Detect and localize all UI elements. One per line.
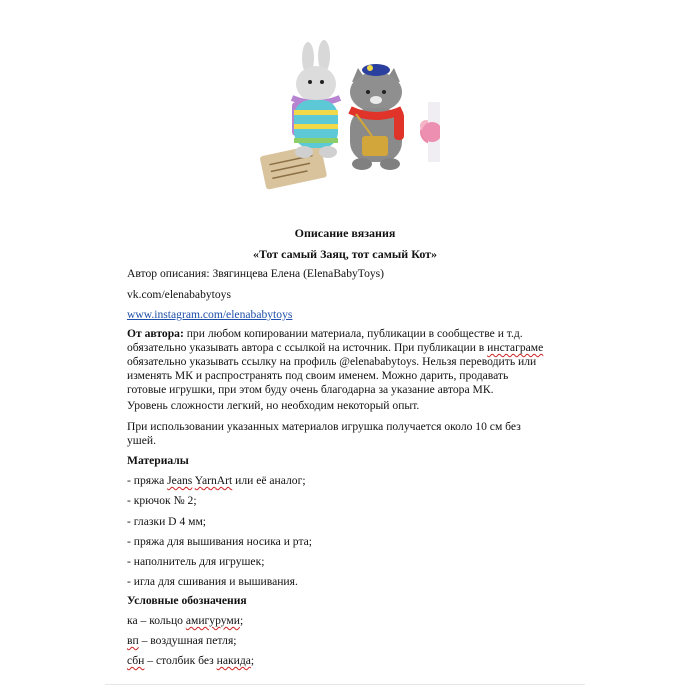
legend-text: ; [239, 614, 244, 627]
author-line: Автор описания: Звягинцева Елена (ElenaBabyToys) [127, 267, 385, 280]
from-author-label: От автора: [127, 327, 184, 340]
misspelled-word: Jeans [167, 474, 193, 487]
legend-text: – воздушная петля; [138, 634, 237, 647]
material-text: - пряжа [127, 474, 168, 487]
material-item: - глазки D 4 мм; [127, 515, 207, 528]
material-item: - игла для сшивания и вышивания. [127, 575, 298, 588]
misspelled-word: инстаграме [487, 341, 544, 354]
legend-text: – столбик без [144, 654, 217, 667]
toys-photo [252, 40, 440, 200]
document-subtitle: «Тот самый Заяц, тот самый Кот» [252, 247, 438, 261]
instagram-link[interactable]: www.instagram.com/elenababytoys [127, 308, 293, 321]
misspelled-word: амигуруми [185, 614, 240, 627]
from-author-line-1: при любом копировании материала, публикации в сообществе и т.д. [183, 327, 523, 340]
material-text: или её аналог; [232, 474, 306, 487]
size-paragraph [127, 420, 567, 448]
vk-text: vk.com/elenababytoys [127, 288, 231, 301]
from-author-line-4: изменять МК и распространять под своим именем. Можно дарить, продавать [127, 369, 509, 382]
legend-item [127, 634, 567, 648]
from-author-line-5: готовые игрушки, при этом буду очень благодарна за указание автора МК. [127, 383, 494, 396]
document-title: Описание вязания [294, 226, 396, 240]
size-line-2: ушей. [127, 434, 156, 447]
legend-item [127, 654, 567, 668]
material-item: - крючок № 2; [127, 494, 197, 507]
from-author-line-2: обязательно указывать автора с ссылкой на источник. При публикации в [127, 341, 488, 354]
materials-heading: Материалы [127, 454, 189, 467]
from-author-line-3: обязательно указывать ссылку на профиль @elenababytoys. Нельзя переводить или [127, 355, 537, 368]
material-item: - пряжа для вышивания носика и рта; [127, 535, 313, 548]
page-edge-divider [105, 684, 585, 685]
size-line-1: При использовании указанных материалов игрушка получается около 10 см без [127, 420, 521, 433]
misspelled-word: сбн [127, 654, 145, 667]
legend-heading: Условные обозначения [127, 594, 247, 607]
misspelled-word: накида [216, 654, 251, 667]
instagram-row [127, 308, 567, 322]
material-item [127, 474, 567, 488]
legend-item [127, 614, 567, 628]
material-item: - наполнитель для игрушек; [127, 555, 265, 568]
legend-text: ка – кольцо [127, 614, 186, 627]
misspelled-word: YarnArt [194, 474, 233, 487]
legend-text: ; [250, 654, 255, 667]
from-author-paragraph [127, 327, 567, 397]
misspelled-word: вп [127, 634, 139, 647]
difficulty-text: Уровень сложности легкий, но необходим некоторый опыт. [127, 399, 420, 412]
